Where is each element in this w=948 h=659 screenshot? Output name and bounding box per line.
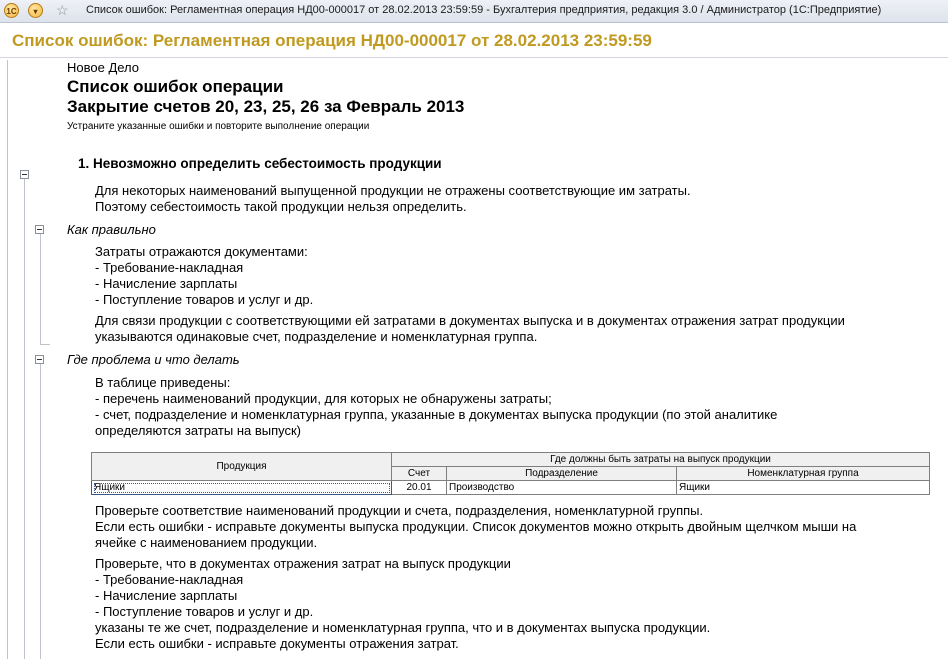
table-row (92, 481, 930, 495)
new-task-label: Новое Дело (67, 60, 140, 75)
tree-guide-problem (40, 364, 41, 659)
collapse-problem-icon[interactable] (35, 355, 44, 364)
check-docs-line: - Начисление зарплаты (95, 588, 238, 603)
col-header-division: Подразделение (447, 467, 677, 481)
col-header-product: Продукция (92, 453, 392, 481)
correct-line: Затраты отражаются документами: (95, 244, 308, 259)
missing-costs-table (91, 452, 930, 495)
check-docs-line: Если есть ошибки - исправьте документы отражения затрат. (95, 636, 459, 651)
col-header-account: Счет (392, 467, 447, 481)
cell-nomgroup[interactable]: Ящики (677, 481, 930, 495)
error-heading: 1. Невозможно определить себестоимость продукции (78, 156, 442, 171)
tree-guide-error1 (24, 179, 25, 659)
tree-guide-end (40, 344, 50, 345)
favorite-star-icon[interactable]: ☆ (56, 2, 69, 18)
error-desc-line: Поэтому себестоимость такой продукции нельзя определить. (95, 199, 467, 214)
problem-line: - счет, подразделение и номенклатурная группа, указанные в документах выпуска продукции (по этой аналитике (95, 407, 778, 422)
check-docs-line: указаны те же счет, подразделение и номенклатурная группа, что и в документах выпуска продукции. (95, 620, 711, 635)
tree-guide-outer (7, 60, 8, 659)
report-title: Список ошибок операции (67, 77, 284, 96)
cell-division[interactable]: Производство (447, 481, 677, 495)
form-heading: Список ошибок: Регламентная операция НД00-000017 от 28.02.2013 23:59:59 (12, 31, 652, 50)
col-header-nomgroup: Номенклатурная группа (677, 467, 930, 481)
correct-line: - Начисление зарплаты (95, 276, 238, 291)
correct-para-line: указываются одинаковые счет, подразделение и номенклатурная группа. (95, 329, 538, 344)
after-table-line: ячейке с наименованием продукции. (95, 535, 318, 550)
report-instruction: Устраните указанные ошибки и повторите выполнение операции (67, 121, 370, 132)
after-table-line: Если есть ошибки - исправьте документы выпуска продукции. Список документов можно открыть двойным щелчком мыши на (95, 519, 857, 534)
problem-line: В таблице приведены: (95, 375, 231, 390)
col-header-group: Где должны быть затраты на выпуск продукции (392, 453, 930, 467)
problem-line: определяются затраты на выпуск) (95, 423, 302, 438)
window-title: Список ошибок: Регламентная операция НД00-000017 от 28.02.2013 23:59:59 - Бухгалтерия предприятия, редакция 3.0 / Администратор (1С:Предприятие) (86, 4, 882, 16)
check-docs-line: Проверьте, что в документах отражения затрат на выпуск продукции (95, 556, 511, 571)
error-desc-line: Для некоторых наименований выпущенной продукции не отражены соответствующие им затраты. (95, 183, 691, 198)
check-docs-line: - Требование-накладная (95, 572, 244, 587)
heading-divider (0, 57, 948, 58)
problem-line: - перечень наименований продукции, для которых не обнаружены затраты; (95, 391, 552, 406)
correct-line: - Требование-накладная (95, 260, 244, 275)
check-docs-line: - Поступление товаров и услуг и др. (95, 604, 314, 619)
correct-para-line: Для связи продукции с соответствующими ей затратами в документах выпуска и в документах отражения затрат продукции (95, 313, 845, 328)
1c-logo-icon[interactable]: 1C (4, 3, 19, 18)
tree-guide-correct (40, 234, 41, 344)
correct-line: - Поступление товаров и услуг и др. (95, 292, 314, 307)
cell-account[interactable]: 20.01 (392, 481, 447, 495)
report-subtitle: Закрытие счетов 20, 23, 25, 26 за Февраль 2013 (67, 97, 465, 116)
window-titlebar (0, 0, 948, 23)
after-table-line: Проверьте соответствие наименований продукции и счета, подразделения, номенклатурной группы. (95, 503, 704, 518)
collapse-correct-icon[interactable] (35, 225, 44, 234)
menu-dropdown-icon[interactable]: ▾ (28, 3, 43, 18)
section-problem-label: Где проблема и что делать (67, 352, 240, 367)
cell-product[interactable]: Ящики (92, 481, 392, 495)
section-correct-label: Как правильно (67, 222, 156, 237)
collapse-error1-icon[interactable] (20, 170, 29, 179)
